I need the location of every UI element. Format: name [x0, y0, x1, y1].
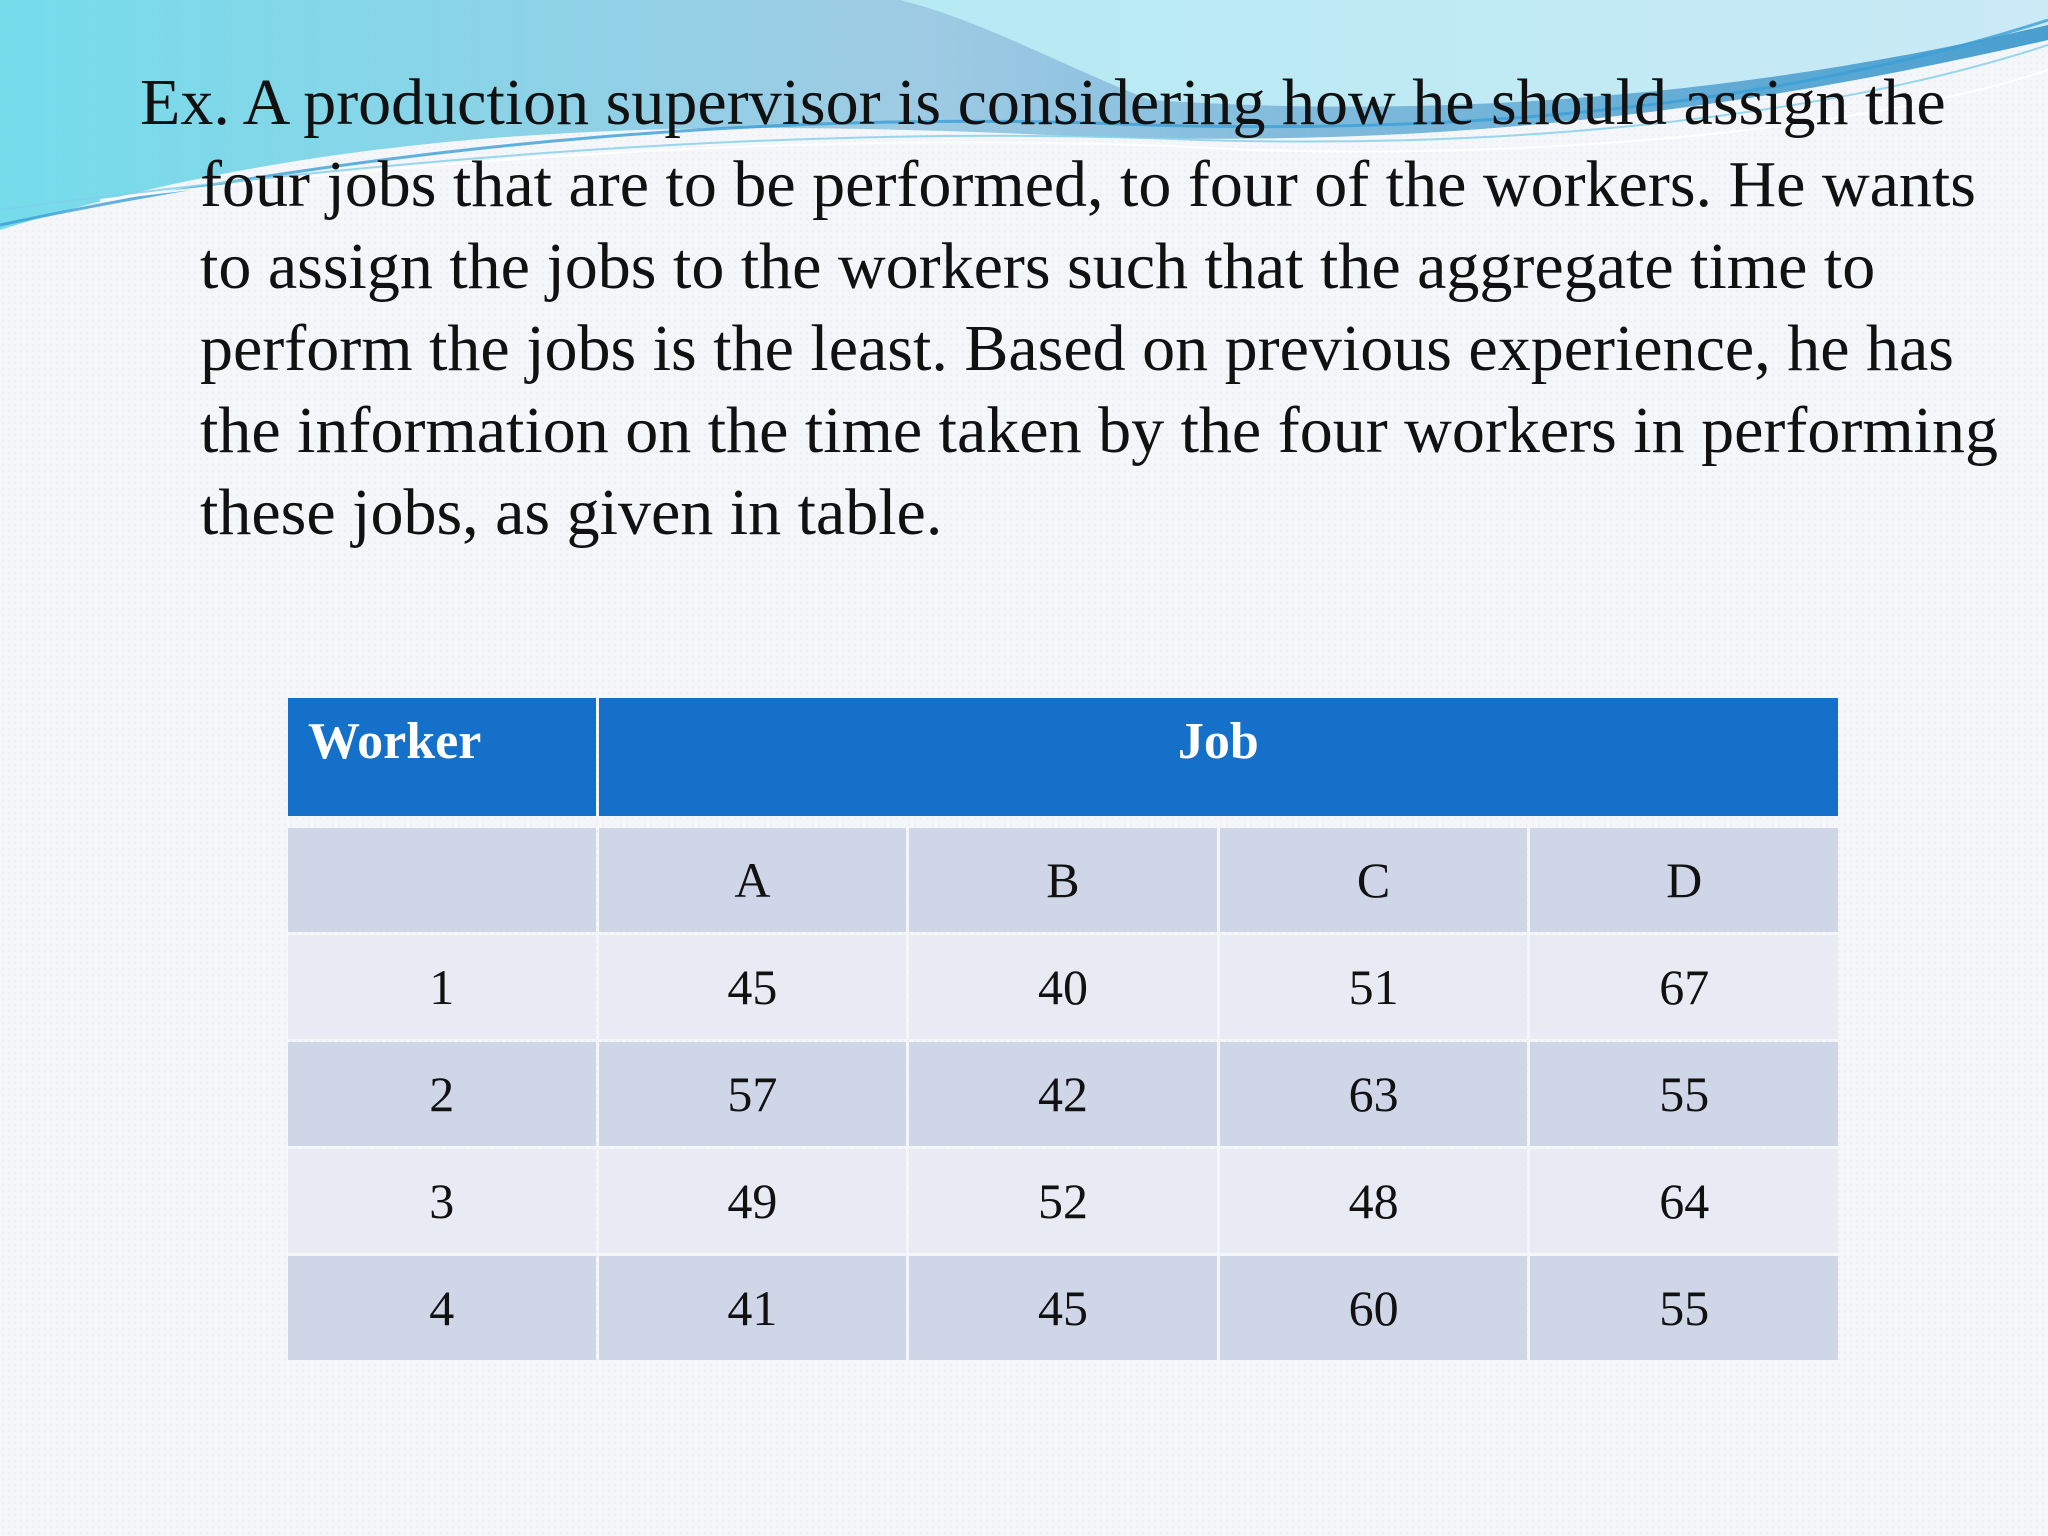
worker-header: Worker	[288, 698, 596, 816]
time-cell: 40	[909, 935, 1217, 1039]
time-cell: 63	[1220, 1042, 1528, 1146]
job-header: Job	[599, 698, 1838, 816]
worker-cell: 3	[288, 1149, 596, 1253]
column-labels-row	[288, 828, 1838, 932]
time-cell: 48	[1220, 1149, 1528, 1253]
time-cell: 67	[1530, 935, 1838, 1039]
time-cell: 57	[599, 1042, 907, 1146]
table-row	[288, 935, 1838, 1039]
table-row	[288, 1256, 1838, 1360]
time-cell: 51	[1220, 935, 1528, 1039]
problem-statement: Ex. A production supervisor is considering how he should assign the four jobs that are to be performed, to four of the workers. He wants to assign the jobs to the workers such that the aggregate time to perform the jobs is the least. Based on previous experience, he has the information on the time taken by the four workers in performing these jobs, as given in table.	[140, 66, 1999, 549]
assignment-table	[285, 695, 1841, 1363]
time-cell: 42	[909, 1042, 1217, 1146]
column-label-a: A	[599, 828, 907, 932]
table-row	[288, 1149, 1838, 1253]
time-cell: 55	[1530, 1256, 1838, 1360]
time-cell: 55	[1530, 1042, 1838, 1146]
time-cell: 41	[599, 1256, 907, 1360]
header-separator	[288, 819, 1838, 825]
time-cell: 64	[1530, 1149, 1838, 1253]
time-cell: 60	[1220, 1256, 1528, 1360]
empty-corner-cell	[288, 828, 596, 932]
time-cell: 52	[909, 1149, 1217, 1253]
table-row	[288, 1042, 1838, 1146]
time-cell: 45	[909, 1256, 1217, 1360]
worker-cell: 4	[288, 1256, 596, 1360]
assignment-table-container	[288, 698, 1844, 1360]
column-label-b: B	[909, 828, 1217, 932]
worker-cell: 2	[288, 1042, 596, 1146]
worker-cell: 1	[288, 935, 596, 1039]
time-cell: 49	[599, 1149, 907, 1253]
column-label-d: D	[1530, 828, 1838, 932]
time-cell: 45	[599, 935, 907, 1039]
table-header-row	[288, 698, 1838, 816]
column-label-c: C	[1220, 828, 1528, 932]
